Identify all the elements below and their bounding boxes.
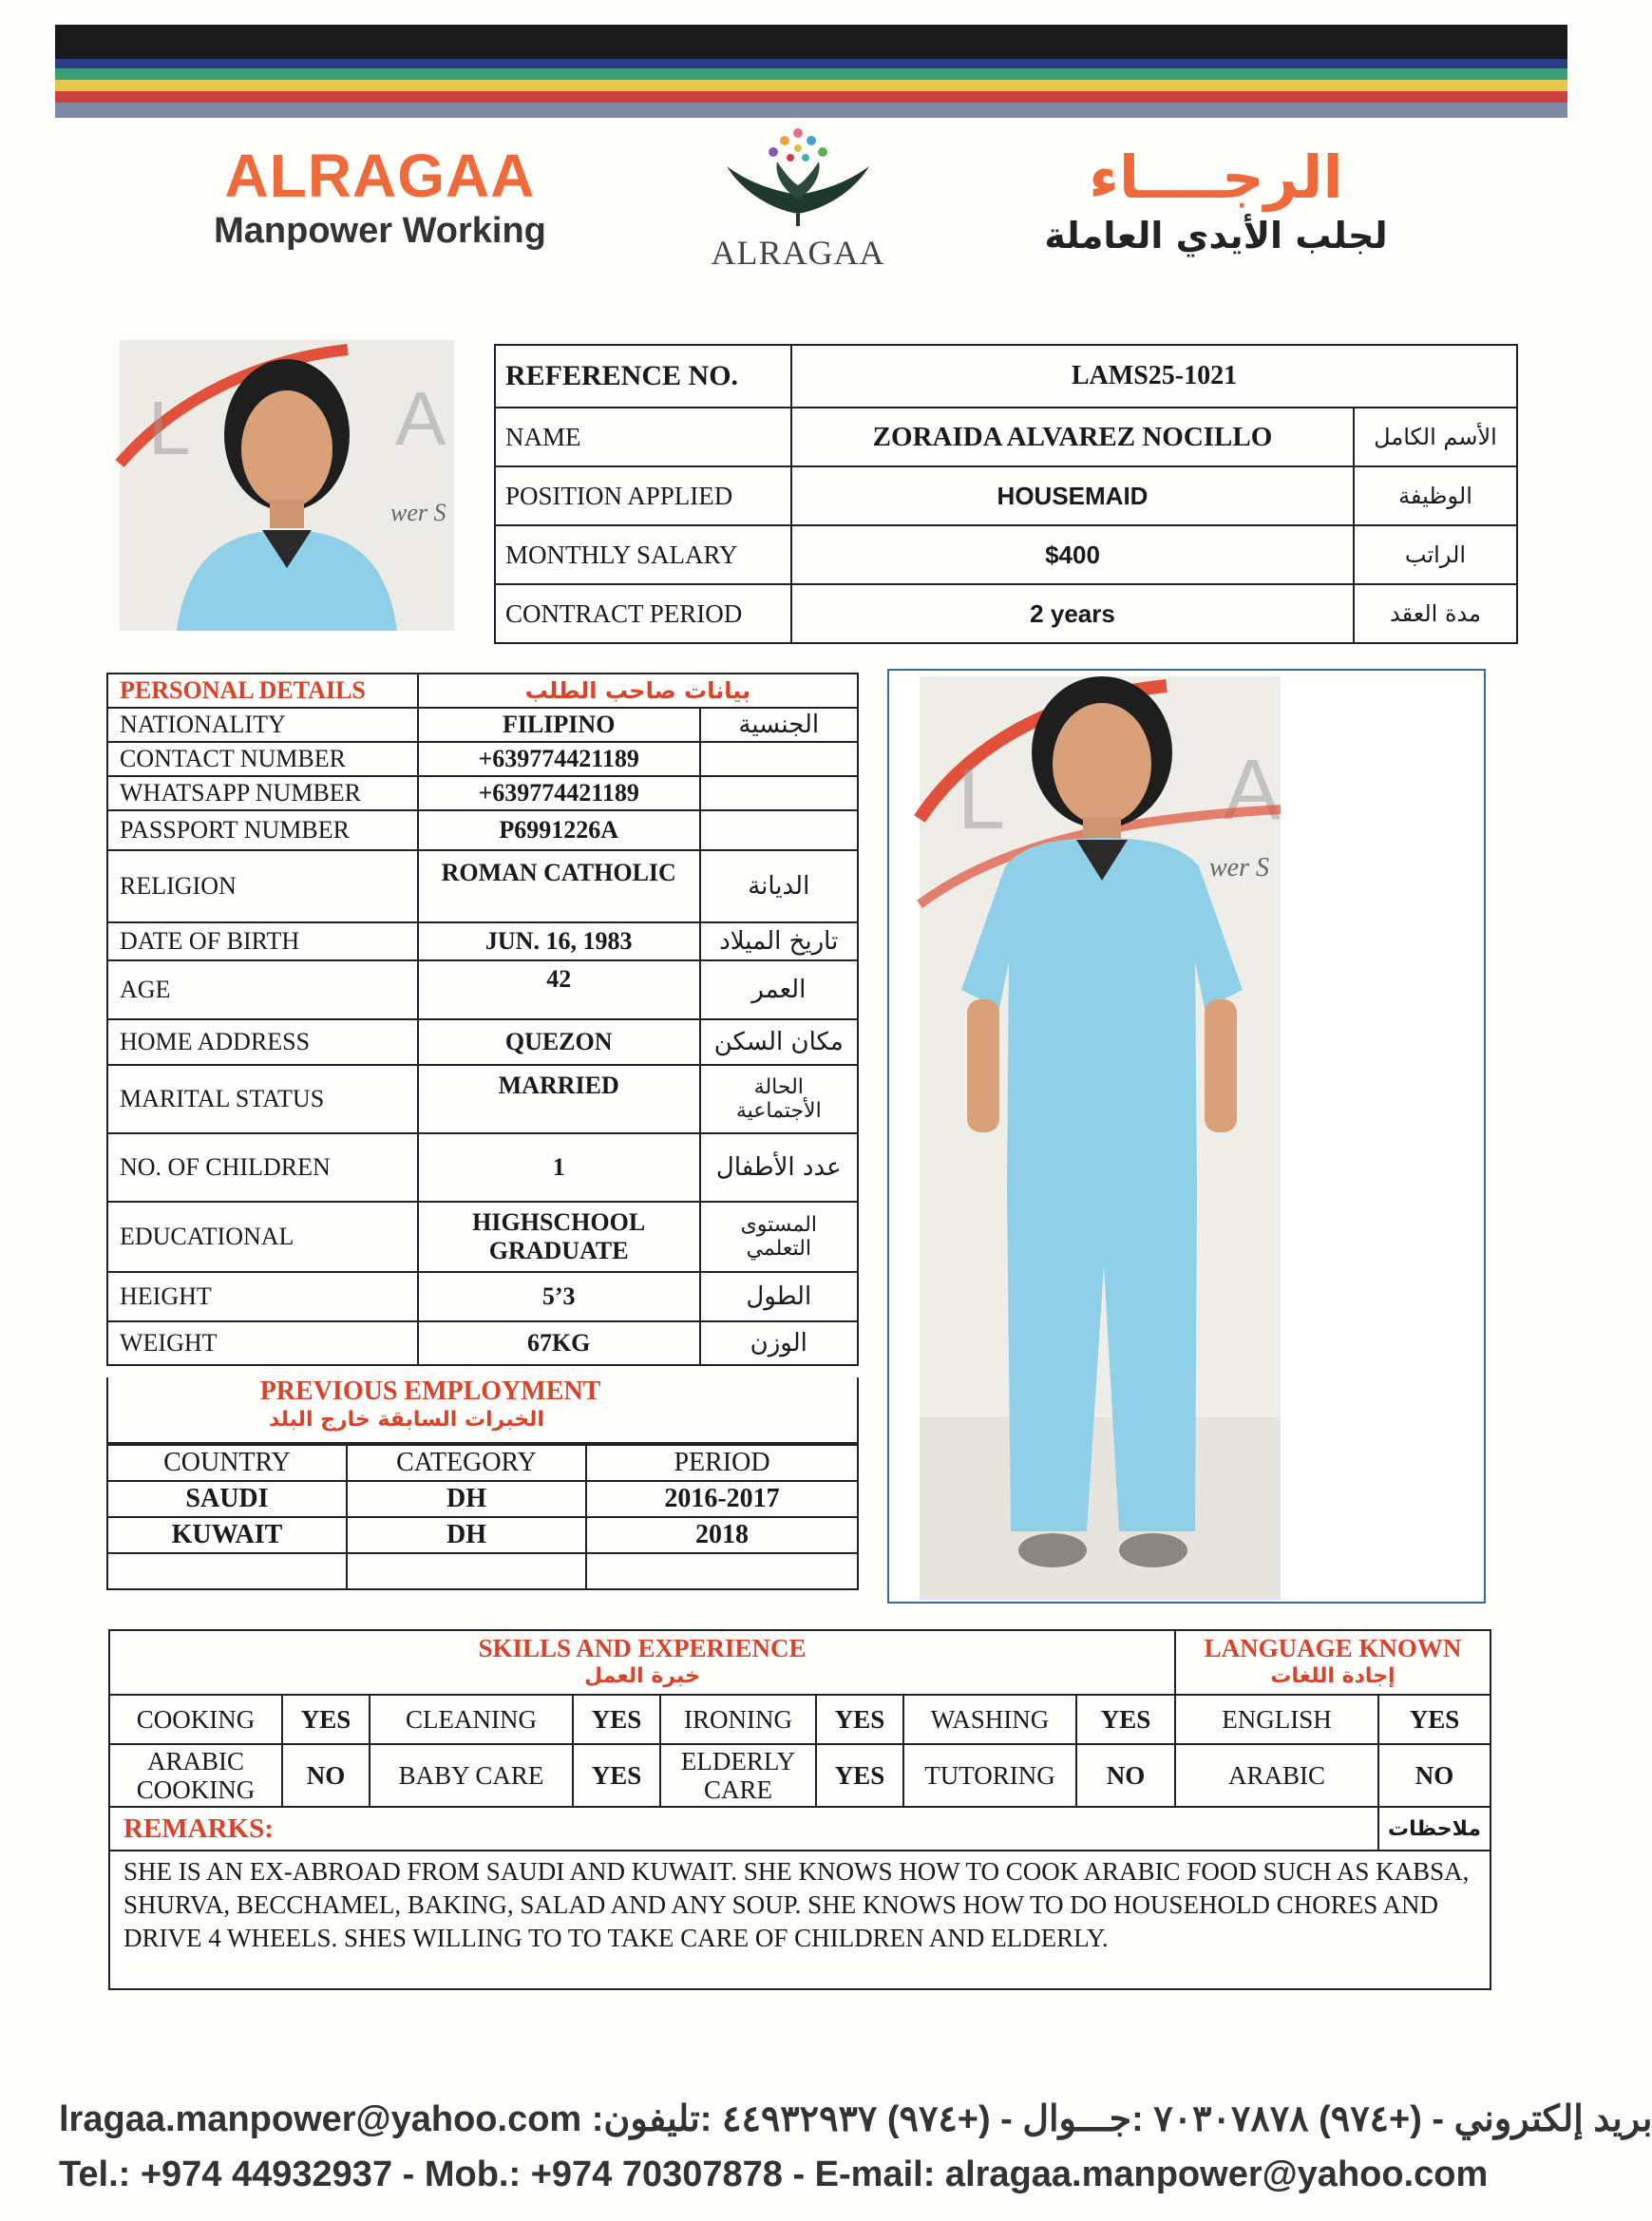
previous-employment-table — [106, 1444, 859, 1590]
empty-cell — [347, 1553, 586, 1589]
skills-table — [108, 1629, 1491, 1990]
passport-value: P6991226A — [418, 810, 700, 850]
passport-label: PASSPORT NUMBER — [107, 810, 418, 850]
full-body-image — [920, 676, 1281, 1600]
remarks-label: REMARKS: — [109, 1807, 1378, 1851]
skills-title-cell — [109, 1630, 1175, 1695]
table-row — [107, 1019, 858, 1065]
whatsapp-label: WHATSAPP NUMBER — [107, 776, 418, 810]
brand-name: ALRAGAA — [224, 142, 536, 210]
address-label: HOME ADDRESS — [107, 1019, 418, 1065]
brand-name-arabic: الرجــــاء — [1089, 142, 1343, 212]
lotus-hands-logo-icon — [703, 123, 893, 228]
education-value: HIGHSCHOOL GRADUATE — [418, 1202, 700, 1272]
table-row — [107, 810, 858, 850]
skill-name: ELDERLY CARE — [660, 1744, 816, 1807]
svg-text:L: L — [958, 752, 1006, 847]
skill-value: YES — [573, 1695, 660, 1744]
svg-text:A: A — [1224, 743, 1282, 838]
skill-value: YES — [816, 1744, 903, 1807]
name-value: ZORAIDA ALVAREZ NOCILLO — [791, 408, 1354, 466]
dob-label: DATE OF BIRTH — [107, 922, 418, 960]
previous-employment-title: PREVIOUS EMPLOYMENT — [259, 1376, 601, 1406]
footer-arabic-contacts: lragaa.manpower@yahoo.com :بريد إلكتروني - (+٩٧٤) ٧٠٣٠٧٨٧٨ :جـــوال - (+٩٧٤) ٤٤٩٣٢٩٣٧ :تليفون — [59, 2099, 1652, 2139]
skill-value: YES — [1076, 1695, 1175, 1744]
name-label: NAME — [495, 408, 791, 466]
language-name: ENGLISH — [1175, 1695, 1378, 1744]
brand-english — [209, 142, 551, 253]
skills-title: SKILLS AND EXPERIENCE — [478, 1634, 807, 1662]
previous-employment-frame — [106, 1377, 859, 1444]
brand-arabic — [1026, 142, 1406, 258]
weight-label: WEIGHT — [107, 1321, 418, 1365]
svg-text:wer S: wer S — [1209, 853, 1269, 883]
skill-value: YES — [816, 1695, 903, 1744]
table-row — [495, 408, 1517, 466]
religion-label: RELIGION — [107, 850, 418, 922]
table-row — [107, 1445, 858, 1481]
language-title-cell — [1175, 1630, 1491, 1695]
language-title-arabic: إجادة اللغات — [1270, 1664, 1396, 1688]
salary-value: $400 — [791, 525, 1354, 584]
reference-value: LAMS25-1021 — [791, 345, 1517, 408]
brand-subtitle: Manpower Working — [214, 211, 546, 251]
table-row — [495, 466, 1517, 525]
table-row — [107, 1202, 858, 1272]
skill-value: NO — [1076, 1744, 1175, 1807]
nationality-value: FILIPINO — [418, 708, 700, 742]
reference-table — [494, 344, 1518, 644]
language-value: YES — [1378, 1695, 1491, 1744]
table-row — [107, 1321, 858, 1365]
skill-name: COOKING — [109, 1695, 282, 1744]
age-label: AGE — [107, 960, 418, 1019]
empty-cell — [586, 1553, 858, 1589]
period-cell: 2018 — [586, 1517, 858, 1553]
table-row — [107, 674, 858, 708]
col-category-header: CATEGORY — [347, 1445, 586, 1481]
children-value: 1 — [418, 1133, 700, 1202]
weight-value: 67KG — [418, 1321, 700, 1365]
table-row — [107, 960, 858, 1019]
table-row — [109, 1744, 1491, 1807]
full-body-photo — [920, 676, 1281, 1600]
contract-value: 2 years — [791, 584, 1354, 643]
brand-logo — [703, 123, 893, 273]
table-row — [107, 1553, 858, 1589]
skill-value: NO — [282, 1744, 370, 1807]
contract-label-arabic: مدة العقد — [1354, 584, 1517, 643]
table-row — [107, 776, 858, 810]
name-label-arabic: الأسم الكامل — [1354, 408, 1517, 466]
age-value: 42 — [418, 960, 700, 1019]
remarks-text: SHE IS AN EX-ABROAD FROM SAUDI AND KUWAIT. SHE KNOWS HOW TO COOK ARABIC FOOD SUCH AS KABSA, SHURVA, BECCHAMEL, BAKING, SALAD AND ANY SOUP. SHE KNOWS HOW TO DO HOUSEHOLD CHORES AND DRIVE 4 WHEELS. SHES WILLING TO TO TAKE CARE OF CHILDREN AND ELDERLY. — [109, 1851, 1491, 1989]
height-value: 5’3 — [418, 1272, 700, 1321]
table-row — [107, 1517, 858, 1553]
address-value: QUEZON — [418, 1019, 700, 1065]
remarks-label-arabic: ملاحظات — [1378, 1807, 1491, 1851]
language-value: NO — [1378, 1744, 1491, 1807]
age-label-arabic: العمر — [700, 960, 858, 1019]
language-title: LANGUAGE KNOWN — [1204, 1634, 1462, 1662]
religion-label-arabic: الديانة — [700, 850, 858, 922]
whatsapp-value: +639774421189 — [418, 776, 700, 810]
col-period-header: PERIOD — [586, 1445, 858, 1481]
children-label: NO. OF CHILDREN — [107, 1133, 418, 1202]
table-row — [107, 1272, 858, 1321]
dob-label-arabic: تاريخ الميلاد — [700, 922, 858, 960]
category-cell: DH — [347, 1481, 586, 1517]
contact-value: +639774421189 — [418, 742, 700, 776]
marital-value: MARRIED — [418, 1065, 700, 1133]
brand-subtitle-arabic: لجلب الأيدي العاملة — [1044, 215, 1388, 256]
table-row — [109, 1630, 1491, 1695]
portrait-image — [120, 340, 454, 631]
svg-text:wer S: wer S — [390, 499, 446, 526]
table-row — [107, 1481, 858, 1517]
skill-name: ARABIC COOKING — [109, 1744, 282, 1807]
nationality-label: NATIONALITY — [107, 708, 418, 742]
country-cell: KUWAIT — [107, 1517, 347, 1553]
table-row — [107, 742, 858, 776]
table-row — [107, 850, 858, 922]
period-cell: 2016-2017 — [586, 1481, 858, 1517]
col-country-header: COUNTRY — [107, 1445, 347, 1481]
language-name: ARABIC — [1175, 1744, 1378, 1807]
personal-details-table — [106, 673, 859, 1366]
contact-label-arabic — [700, 742, 858, 776]
skill-name: TUTORING — [903, 1744, 1076, 1807]
skill-value: YES — [282, 1695, 370, 1744]
salary-label: MONTHLY SALARY — [495, 525, 791, 584]
whatsapp-label-arabic — [700, 776, 858, 810]
header-color-stripes — [55, 25, 1567, 118]
country-cell: SAUDI — [107, 1481, 347, 1517]
table-row — [109, 1807, 1491, 1851]
address-label-arabic: مكان السكن — [700, 1019, 858, 1065]
category-cell: DH — [347, 1517, 586, 1553]
skills-title-arabic: خبرة العمل — [584, 1664, 700, 1688]
table-row — [109, 1695, 1491, 1744]
contract-label: CONTRACT PERIOD — [495, 584, 791, 643]
position-label: POSITION APPLIED — [495, 466, 791, 525]
position-value: HOUSEMAID — [791, 466, 1354, 525]
dob-value: JUN. 16, 1983 — [418, 922, 700, 960]
previous-employment-title-arabic: الخبرات السابقة خارج البلد — [269, 1408, 544, 1432]
footer-contacts: Tel.: +974 44932937 - Mob.: +974 70307878 - E-mail: alragaa.manpower@yahoo.com — [59, 2155, 1489, 2194]
height-label-arabic: الطول — [700, 1272, 858, 1321]
personal-details-title-arabic: بيانات صاحب الطلب — [418, 674, 858, 708]
table-row — [107, 708, 858, 742]
svg-text:L: L — [148, 386, 191, 470]
religion-value: ROMAN CATHOLIC — [418, 850, 700, 922]
skill-name: IRONING — [660, 1695, 816, 1744]
education-label: EDUCATIONAL — [107, 1202, 418, 1272]
table-row — [109, 1851, 1491, 1989]
skill-name: BABY CARE — [370, 1744, 573, 1807]
reference-label: REFERENCE NO. — [495, 345, 791, 408]
education-label-arabic: المستوى التعلمي — [700, 1202, 858, 1272]
reference-row — [495, 345, 1517, 408]
empty-cell — [107, 1553, 347, 1589]
children-label-arabic: عدد الأطفال — [700, 1133, 858, 1202]
portrait-photo — [120, 340, 454, 631]
skill-name: CLEANING — [370, 1695, 573, 1744]
skill-value: YES — [573, 1744, 660, 1807]
position-label-arabic: الوظيفة — [1354, 466, 1517, 525]
nationality-label-arabic: الجنسية — [700, 708, 858, 742]
weight-label-arabic: الوزن — [700, 1321, 858, 1365]
personal-details-title: PERSONAL DETAILS — [107, 674, 418, 708]
svg-text:A: A — [395, 376, 446, 461]
marital-label: MARITAL STATUS — [107, 1065, 418, 1133]
contact-label: CONTACT NUMBER — [107, 742, 418, 776]
table-row — [495, 525, 1517, 584]
height-label: HEIGHT — [107, 1272, 418, 1321]
table-row — [107, 922, 858, 960]
table-row — [107, 1133, 858, 1202]
salary-label-arabic: الراتب — [1354, 525, 1517, 584]
skill-name: WASHING — [903, 1695, 1076, 1744]
table-row — [107, 1065, 858, 1133]
passport-label-arabic — [700, 810, 858, 850]
marital-label-arabic: الحالة الأجتماعية — [700, 1065, 858, 1133]
logo-label: ALRAGAA — [711, 234, 885, 272]
table-row — [495, 584, 1517, 643]
